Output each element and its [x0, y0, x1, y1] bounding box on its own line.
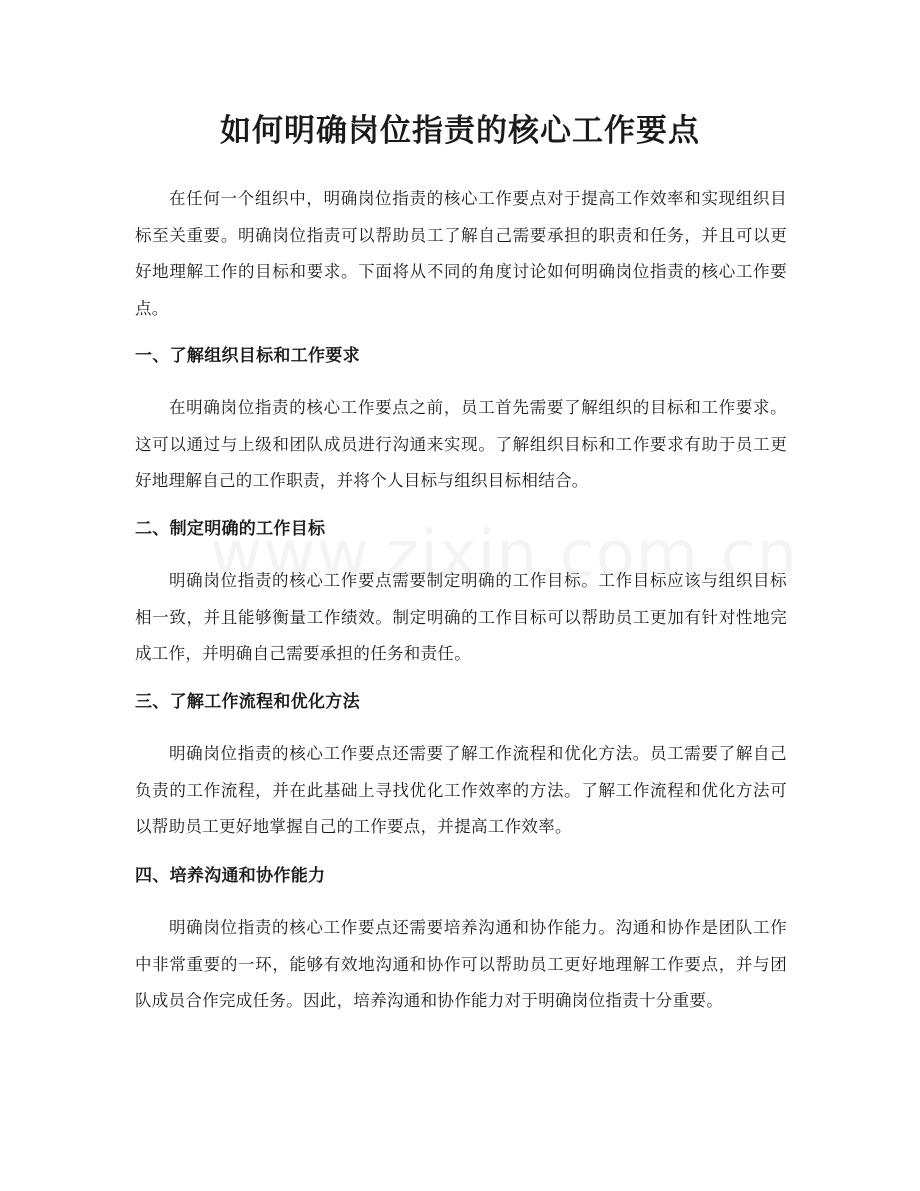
section-body-1: 在明确岗位指责的核心工作要点之前，员工首先需要了解组织的目标和工作要求。这可以通过与上级和团队成员进行沟通来实现。了解组织目标和工作要求有助于员工更好地理解自己的工作职责，并将个人目标与组织目标相结合。: [135, 398, 787, 490]
section-heading-3: 三、了解工作流程和优化方法: [135, 692, 360, 712]
document-title: 如何明确岗位指责的核心工作要点: [220, 113, 700, 149]
intro-paragraph: 在任何一个组织中，明确岗位指责的核心工作要点对于提高工作效率和实现组织目标至关重要。明确岗位指责可以帮助员工了解自己需要承担的职责和任务，并且可以更好地理解工作的目标和要求。下面将从不同的角度讨论如何明确岗位指责的核心工作要点。: [135, 189, 787, 318]
section-heading-2: 二、制定明确的工作目标: [135, 519, 326, 539]
section-body-4: 明确岗位指责的核心工作要点还需要培养沟通和协作能力。沟通和协作是团队工作中非常重要的一环，能够有效地沟通和协作可以帮助员工更好地理解工作要点，并与团队成员合作完成任务。因此，培养沟通和协作能力对于明确岗位指责十分重要。: [135, 918, 787, 1010]
section-heading-1: 一、了解组织目标和工作要求: [135, 346, 360, 366]
section-body-2: 明确岗位指责的核心工作要点需要制定明确的工作目标。工作目标应该与组织目标相一致，并且能够衡量工作绩效。制定明确的工作目标可以帮助员工更加有针对性地完成工作，并明确自己需要承担的任务和责任。: [135, 571, 787, 663]
section-heading-4: 四、培养沟通和协作能力: [135, 866, 326, 886]
section-body-3: 明确岗位指责的核心工作要点还需要了解工作流程和优化方法。员工需要了解自己负责的工作流程，并在此基础上寻找优化工作效率的方法。了解工作流程和优化方法可以帮助员工更好地掌握自己的工作要点，并提高工作效率。: [135, 744, 787, 836]
